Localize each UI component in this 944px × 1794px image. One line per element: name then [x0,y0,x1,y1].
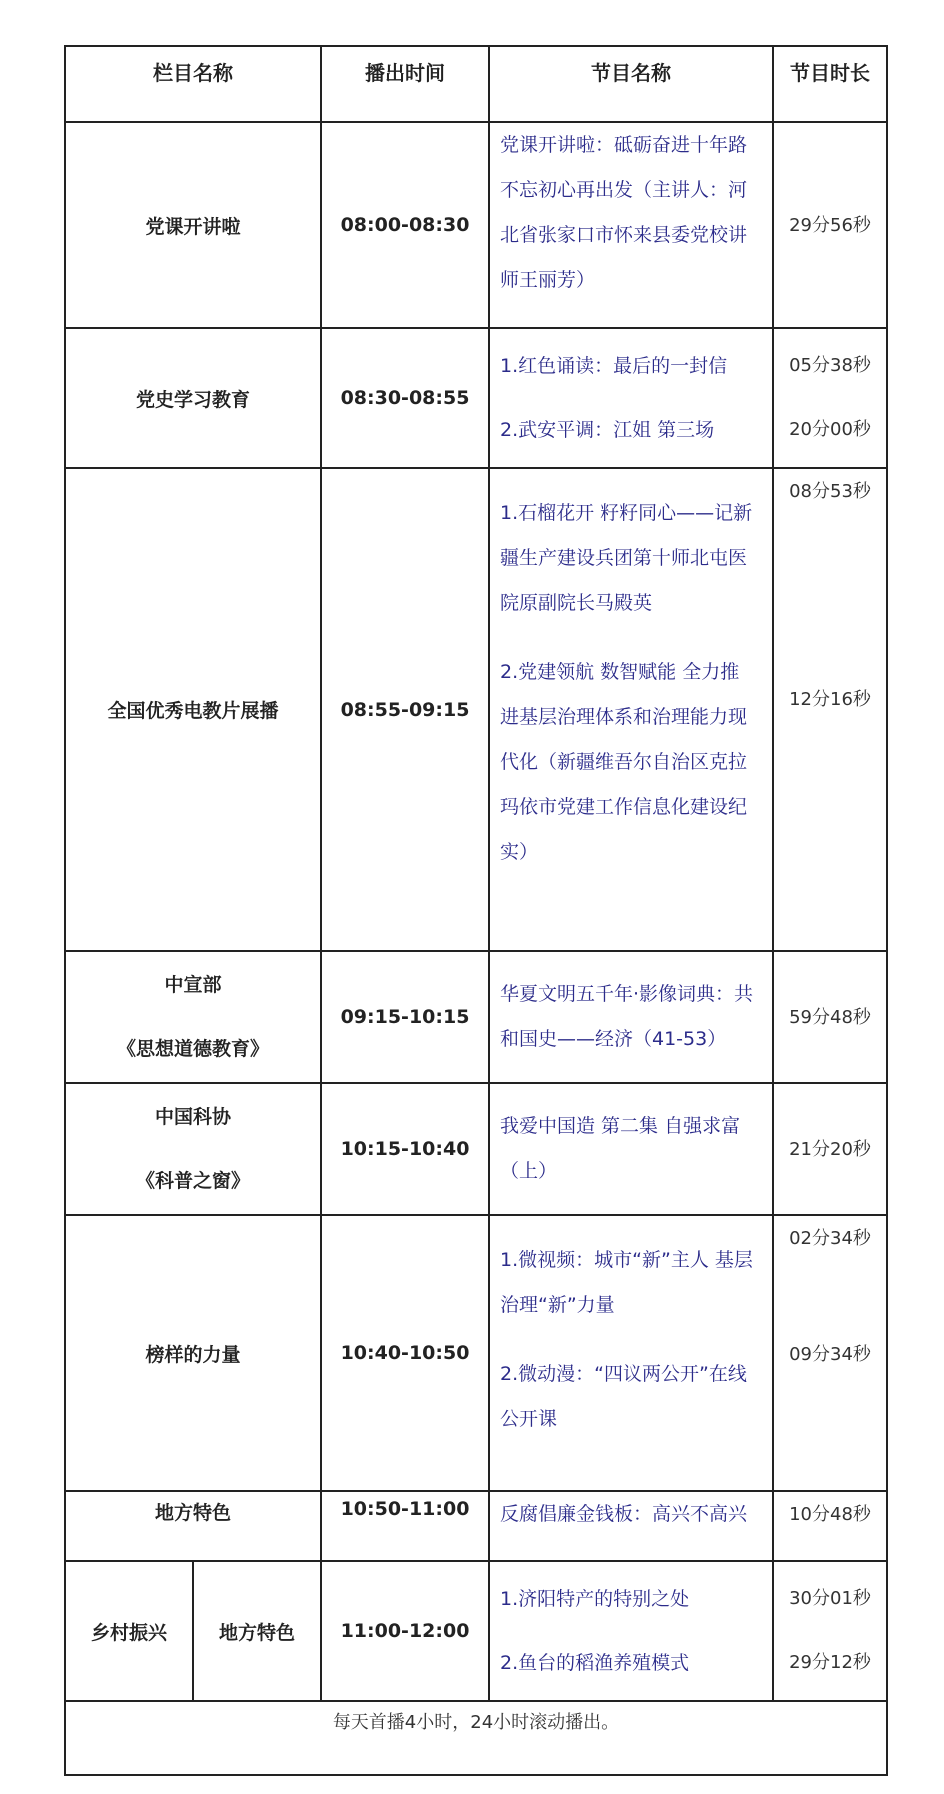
duration-cell [773,1561,887,1701]
column-name: 中宣部 [164,974,222,996]
air-time: 08:30-08:55 [321,328,489,468]
table-row [65,122,887,328]
column-name-cell [65,1491,321,1561]
duration: 10分48秒 [789,1504,871,1525]
table-row [65,1491,887,1561]
table-row [65,951,887,1083]
program-line: 院原副院长马殿英 [500,592,653,614]
program-cell [489,122,773,328]
column-name-sub: 地方特色 [218,1621,295,1644]
duration: 30分01秒 [789,1588,871,1609]
table-row [65,468,887,951]
header-row [65,46,887,122]
program-line: 进基层治理体系和治理能力现 [500,706,748,728]
duration: 12分16秒 [789,689,871,710]
column-name: 党史学习教育 [135,388,250,411]
header-duration: 节目时长 [773,46,887,122]
table-row [65,1083,887,1215]
program-line: 实） [500,841,539,863]
duration: 02分34秒 [789,1228,871,1249]
program-cell [489,1215,773,1491]
program-line: 1.济阳特产的特别之处 [500,1588,690,1610]
program-line: 和国史——经济（41-53） [500,1028,727,1050]
program-cell [489,328,773,468]
program-line: 公开课 [500,1408,558,1430]
column-name-cell [65,951,321,1083]
column-name: 党课开讲啦 [145,215,241,238]
table-row [65,328,887,468]
column-name: 中国科协 [154,1106,231,1128]
duration: 09分34秒 [789,1344,871,1365]
header-column-name: 栏目名称 [65,46,321,122]
air-time: 10:40-10:50 [321,1215,489,1491]
duration: 29分56秒 [789,214,871,236]
duration: 59分48秒 [789,1006,871,1028]
program-cell [489,468,773,951]
duration: 29分12秒 [789,1652,871,1673]
air-time: 10:50-11:00 [321,1491,489,1561]
program-line: 北省张家口市怀来县委党校讲 [500,224,748,246]
duration: 08分53秒 [789,481,871,502]
column-name-cell [65,1083,321,1215]
column-name-sub: 《思想道德教育》 [116,1038,269,1060]
program-line: 治理“新”力量 [500,1294,615,1316]
duration-cell [773,1491,887,1561]
column-name-sub: 《科普之窗》 [135,1170,250,1192]
column-name: 榜样的力量 [145,1343,241,1366]
program-cell [489,1083,773,1215]
column-name: 地方特色 [154,1502,231,1524]
column-name-cell [65,1215,321,1491]
column-name-cell-b [193,1561,321,1701]
duration-cell [773,951,887,1083]
program-line: 师王丽芳） [500,269,596,291]
duration-cell [773,468,887,951]
program-line: （上） [500,1160,558,1182]
program-line: 1.微视频：城市“新”主人 基层 [500,1249,753,1271]
duration: 21分20秒 [789,1138,871,1160]
program-line: 2.武安平调：江姐 第三场 [500,419,715,441]
column-name: 乡村振兴 [90,1621,167,1644]
column-name-cell-a [65,1561,193,1701]
column-name: 全国优秀电教片展播 [107,700,279,722]
program-cell [489,1491,773,1561]
program-line: 2.鱼台的稻渔养殖模式 [500,1652,690,1674]
program-cell [489,951,773,1083]
header-program-name: 节目名称 [489,46,773,122]
program-line: 疆生产建设兵团第十师北屯医 [500,547,748,569]
program-line: 党课开讲啦：砥砺奋进十年路 [500,134,748,156]
program-line: 2.党建领航 数智赋能 全力推 [500,661,740,683]
air-time: 11:00-12:00 [321,1561,489,1701]
program-line: 不忘初心再出发（主讲人：河 [500,179,748,201]
column-name-cell [65,122,321,328]
air-time: 10:15-10:40 [321,1083,489,1215]
program-line: 反腐倡廉金钱板：高兴不高兴 [500,1503,748,1525]
footer-note: 每天首播4小时，24小时滚动播出。 [65,1701,887,1775]
table-row [65,1215,887,1491]
duration-cell [773,328,887,468]
program-line: 玛依市党建工作信息化建设纪 [500,796,748,818]
table-row [65,1561,887,1701]
program-line: 代化（新疆维吾尔自治区克拉 [500,751,748,773]
schedule-table [64,45,888,1776]
duration-cell [773,122,887,328]
column-name-cell [65,468,321,951]
duration-cell [773,1083,887,1215]
air-time: 09:15-10:15 [321,951,489,1083]
program-line: 我爱中国造 第二集 自强求富 [500,1115,741,1137]
air-time: 08:55-09:15 [321,468,489,951]
duration: 05分38秒 [789,355,871,376]
program-line: 华夏文明五千年·影像词典：共 [500,983,754,1005]
header-air-time: 播出时间 [321,46,489,122]
column-name-cell [65,328,321,468]
program-cell [489,1561,773,1701]
duration-cell [773,1215,887,1491]
footer-row [65,1701,887,1775]
program-line: 1.石榴花开 籽籽同心——记新 [500,502,753,524]
duration: 20分00秒 [789,419,871,440]
program-line: 1.红色诵读：最后的一封信 [500,355,728,377]
program-line: 2.微动漫：“四议两公开”在线 [500,1363,747,1385]
air-time: 08:00-08:30 [321,122,489,328]
